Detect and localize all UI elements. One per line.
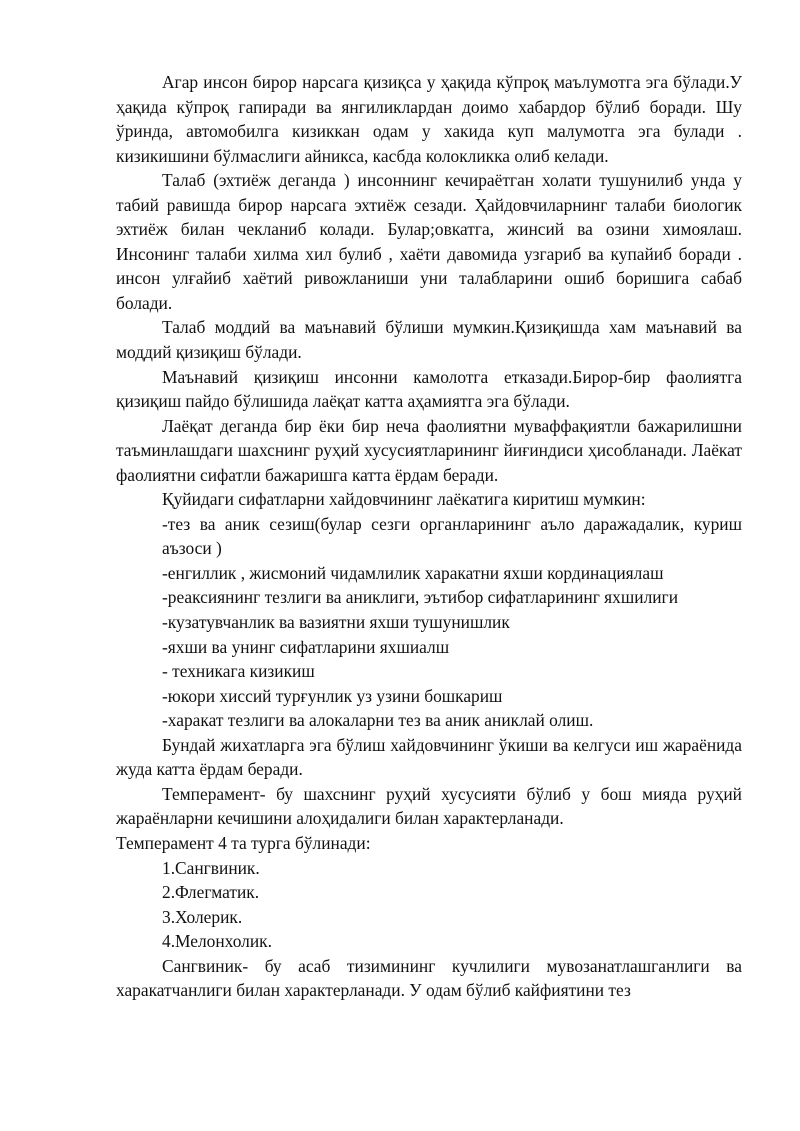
- paragraph-temperament-definition: Темперамент- бу шахснинг руҳий хусусияти бўлиб у бош мияда руҳий жараёнларни кечишини алоҳидалиги билан характерланади.: [116, 783, 742, 829]
- quality-list-item: -тез ва аник сезиш(булар сезги органларининг аъло даражадалик, куриш аъзоси ): [162, 513, 742, 559]
- temperament-type-item: 1.Сангвиник.: [162, 857, 260, 878]
- document-body: [116, 70, 742, 1003]
- paragraph-interest: Агар инсон бирор нарсага қизиқса у ҳақида кўпроқ маълумотга эга бўлади.У ҳақида кўпроқ гапиради ва янгиликлардан доимо хабардор бўлиб боради. Шу ўринда, автомобилга кизиккан одам у хакида куп малумотга эга булади . кизикишини бўлмаслиги айникса, касбда колокликка олиб келади.: [116, 72, 742, 166]
- paragraph-material-spiritual: Талаб моддий ва маънавий бўлиши мумкин.Қизиқишда хам маънавий ва моддий қизиқиш бўлади.: [116, 317, 742, 363]
- paragraph-sanguine: Сангвиник- бу асаб тизимининг кучлилиги мувозанатлашганлиги ва харакатчанлиги билан характерланади. У одам бўлиб кайфиятини тез: [116, 955, 742, 1001]
- paragraph-spiritual-interest: Маънавий қизиқиш инсонни камолотга етказади.Бирор-бир фаолиятга қизиқиш пайдо бўлишида лаёқат катта аҳамиятга эга бўлади.: [116, 366, 742, 412]
- paragraph-ability: Лаёқат деганда бир ёки бир неча фаолиятни муваффақиятли бажарилишни таъминлашдаги шахснинг руҳий хусусиятларининг йиғиндиси ҳисобланади. Лаёкат фаолиятни сифатли бажаришга катта ёрдам беради.: [116, 415, 742, 485]
- paragraph-need: Талаб (эхтиёж деганда ) инсоннинг кечираётган холати тушунилиб унда у табий равишда бирор нарсага эхтиёж сезади. Ҳайдовчиларнинг талаби биологик эхтиёж билан чекланиб колади. Булар;овкатга, жинсий ва озини химоялаш. Инсонинг талаби хилма хил булиб , хаёти давомида узгариб ва купайиб боради . инсон улғайиб хаётий ривожланиши уни талабларини ошиб боришига сабаб болади.: [116, 170, 742, 313]
- quality-list-item: - техникага кизикиш: [162, 661, 315, 682]
- temperament-type-item: 2.Флегматик.: [162, 882, 260, 903]
- temperament-type-item: 4.Мелонхолик.: [162, 931, 272, 952]
- quality-list-item: -енгиллик , жисмоний чидамлилик харакатни яхши кординациялаш: [162, 562, 664, 583]
- paragraph-temperament-intro: Темперамент 4 та турга бўлинади:: [116, 832, 371, 853]
- paragraph-qualities-intro: Қуйидаги сифатларни хайдовчининг лаёкатига киритиш мумкин:: [162, 489, 646, 510]
- quality-list-item: -юкори хиссий турғунлик уз узини бошкариш: [162, 685, 503, 706]
- quality-list-item: -реаксиянинг тезлиги ва аниклиги, эътибор сифатларининг яхшилиги: [162, 587, 678, 608]
- quality-list-item: -яхши ва унинг сифатларини яхшиалш: [162, 636, 450, 657]
- quality-list-item: -харакат тезлиги ва алокаларни тез ва аник аниклай олиш.: [162, 710, 594, 731]
- temperament-type-item: 3.Холерик.: [162, 906, 243, 927]
- paragraph-after-list: Бундай жихатларга эга бўлиш хайдовчининг ўкиши ва келгуси иш жараёнида жуда катта ёрдам беради.: [116, 734, 742, 780]
- quality-list-item: -кузатувчанлик ва вазиятни яхши тушунишлик: [162, 612, 510, 633]
